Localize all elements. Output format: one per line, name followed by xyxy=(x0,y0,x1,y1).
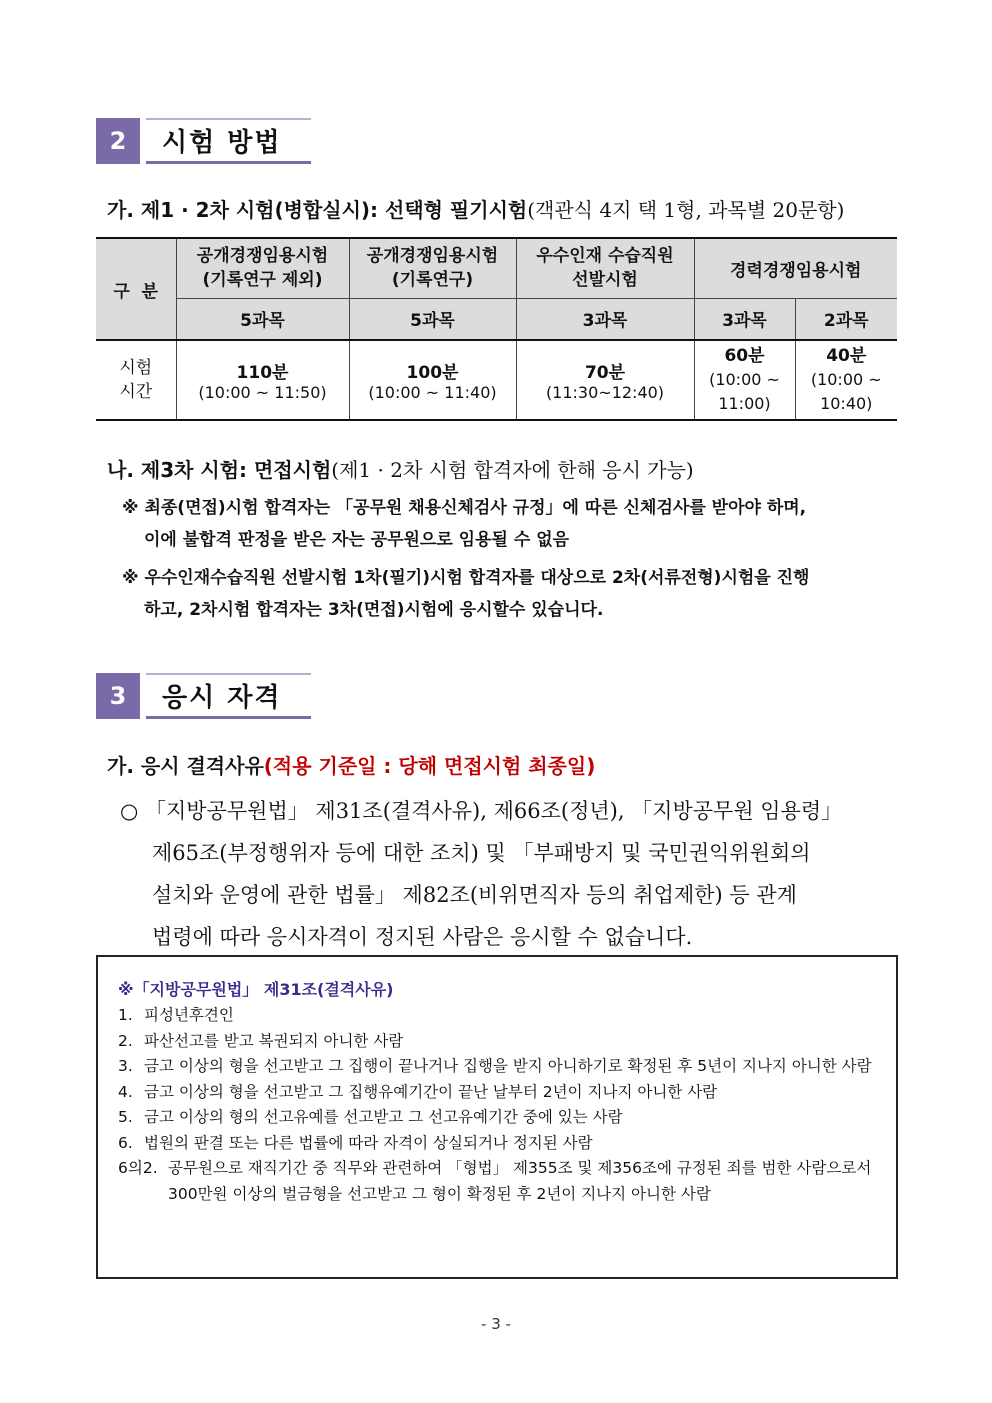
section-2-header xyxy=(96,118,311,164)
divider xyxy=(146,716,311,719)
section-title: 시험 방법 xyxy=(162,128,282,158)
disqualification-box xyxy=(96,955,898,1279)
note-2: ※ 우수인재수습직원 선발시험 1차(필기)시험 합격자를 대상으로 2차(서류전형)시험을 진행 하고, 2차시험 합격자는 3차(면접)시험에 응시할수 있습니다. xyxy=(122,568,810,620)
header-cell: 우수인재 수습직원 선발시험 xyxy=(516,238,694,298)
list-item: 1. 피성년후견인 xyxy=(118,1006,234,1024)
header-cell: 공개경쟁임용시험 (기록연구 제외) xyxy=(176,238,349,298)
section-number: 3 xyxy=(96,673,140,719)
header-cell: 공개경쟁임용시험 (기록연구) xyxy=(349,238,516,298)
row-label: 시험 시간 xyxy=(96,340,176,420)
divider xyxy=(146,118,311,120)
list-item: 6의2. 공무원으로 재직기간 중 직무와 관련하여 「형법」 제355조 및 제356조에 규정된 죄를 범한 사람으로서 300만원 이상의 벌금형을 선고받고 그 형이 확정된 후 2년이 지나지 아니한 사람 xyxy=(118,1159,872,1203)
list-item: 3. 금고 이상의 형을 선고받고 그 집행이 끝나거나 집행을 받지 아니하기로 확정된 후 5년이 지나지 아니한 사람 xyxy=(118,1057,872,1075)
subject-cell: 5과목 xyxy=(176,298,349,340)
time-cell: 40분 (10:00 ~ 10:40) xyxy=(795,340,897,420)
list-item: 2. 파산선고를 받고 복권되지 아니한 사람 xyxy=(118,1031,404,1050)
time-cell: 100분 (10:00 ~ 11:40) xyxy=(349,340,516,420)
time-cell: 70분 (11:30~12:40) xyxy=(516,340,694,420)
subject-cell: 3과목 xyxy=(694,298,795,340)
section-3-header xyxy=(96,673,311,719)
page-number: - 3 - xyxy=(481,1315,511,1333)
subheading-ga-2: 가. 응시 결격사유(적용 기준일 : 당해 면접시험 최종일) xyxy=(107,754,596,778)
section-title: 응시 자격 xyxy=(162,683,282,713)
divider xyxy=(146,161,311,164)
subject-cell: 2과목 xyxy=(795,298,897,340)
subject-cell: 5과목 xyxy=(349,298,516,340)
divider xyxy=(146,673,311,675)
corner-cell: 구 분 xyxy=(96,238,176,340)
exam-table xyxy=(96,237,897,421)
time-cell: 110분 (10:00 ~ 11:50) xyxy=(176,340,349,420)
list-item: 5. 금고 이상의 형의 선고유예를 선고받고 그 선고유예기간 중에 있는 사람 xyxy=(118,1108,623,1126)
disqualification-list xyxy=(118,1003,888,1207)
time-cell: 60분 (10:00 ~ 11:00) xyxy=(694,340,795,420)
eligibility-paragraph: ○ 「지방공무원법」 제31조(결격사유), 제66조(정년), 「지방공무원 임용령」 제65조(부정행위자 등에 대한 조치) 및 「부패방지 및 국민권익위원회의 설치와 운영에 관한 법률」 제82조(비위면직자 등의 취업제한) 등 관계 법령에 따라 응시자격이 정지된 사람은 응시할 수 없습니다. xyxy=(120,799,843,949)
header-cell: 경력경쟁임용시험 xyxy=(694,238,897,298)
subheading-ga: 가. 제1 · 2차 시험(병합실시): 선택형 필기시험(객관식 4지 택 1형, 과목별 20문항) xyxy=(107,198,845,222)
list-item: 6. 법원의 판결 또는 다른 법률에 따라 자격이 상실되거나 정지된 사람 xyxy=(118,1133,593,1152)
box-title: ※「지방공무원법」 제31조(결격사유) xyxy=(118,980,394,999)
section-number: 2 xyxy=(96,118,140,164)
subject-cell: 3과목 xyxy=(516,298,694,340)
list-item: 4. 금고 이상의 형을 선고받고 그 집행유예기간이 끝난 날부터 2년이 지나지 아니한 사람 xyxy=(118,1082,718,1101)
note-1: ※ 최종(면접)시험 합격자는 「공무원 채용신체검사 규정」에 따른 신체검사를 받아야 하며, 이에 불합격 판정을 받은 자는 공무원으로 임용될 수 없음 xyxy=(122,498,807,550)
subheading-na: 나. 제3차 시험: 면접시험(제1 · 2차 시험 합격자에 한해 응시 가능) xyxy=(107,458,694,482)
